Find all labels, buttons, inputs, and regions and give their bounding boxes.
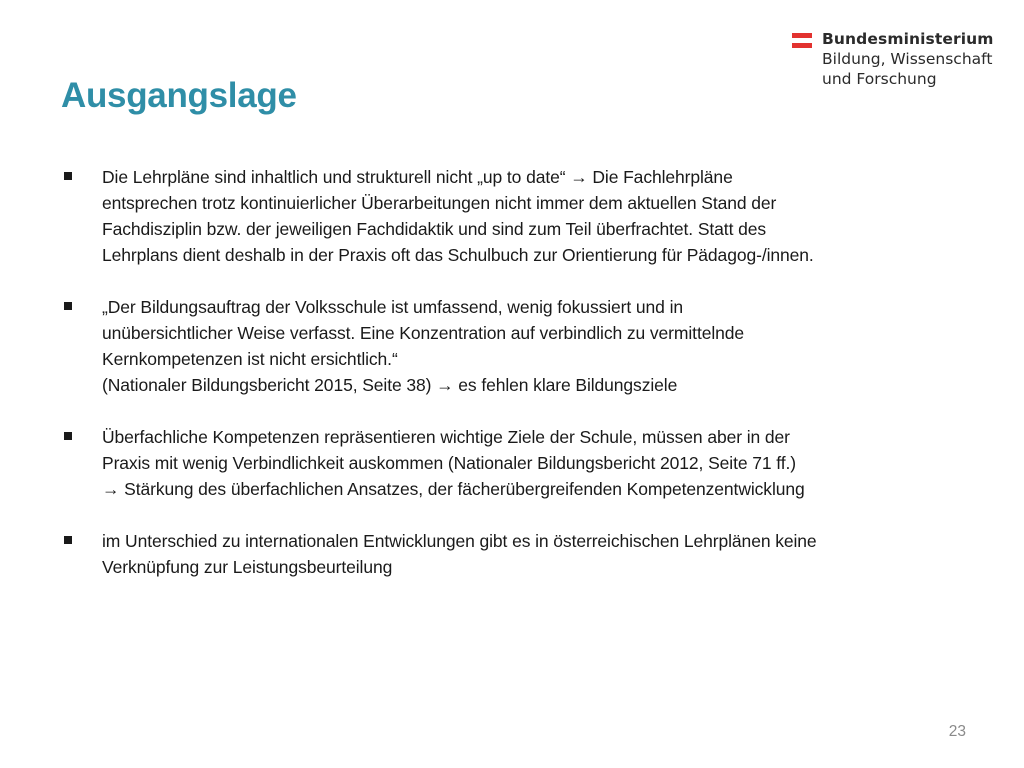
ministry-logo [792, 29, 1014, 99]
bullet-text-line: Lehrplans dient deshalb in der Praxis oft das Schulbuch zur Orientierung für Pädagog-/innen. [102, 245, 814, 265]
ministry-name [822, 29, 994, 89]
flag-stripe-bottom [792, 43, 812, 48]
bullet-text-line: Die Lehrpläne sind inhaltlich und strukturell nicht „up to date“ → Die Fachlehrpläne [102, 167, 733, 187]
bullet-item [62, 528, 992, 580]
square-bullet-icon [64, 432, 72, 440]
bullet-text-line: unübersichtlicher Weise verfasst. Eine Konzentration auf verbindlich zu vermittelnde [102, 323, 745, 343]
austrian-flag-icon [792, 33, 812, 48]
ministry-name-line: Bundesministerium [822, 30, 994, 48]
bullet-list [62, 164, 992, 606]
bullet-text-line: → Stärkung des überfachlichen Ansatzes, der fächerübergreifenden Kompetenzentwicklung [102, 479, 805, 499]
bullet-text-line: entsprechen trotz kontinuierlicher Überarbeitungen nicht immer dem aktuellen Stand der [102, 193, 777, 213]
page-number: 23 [948, 723, 966, 740]
bullet-text-line: Überfachliche Kompetenzen repräsentieren wichtige Ziele der Schule, müssen aber in der [102, 427, 790, 447]
ministry-name-line: und Forschung [822, 70, 937, 88]
slide-title: Ausgangslage [61, 76, 297, 115]
flag-stripe-top [792, 33, 812, 38]
bullet-text-line: „Der Bildungsauftrag der Volksschule ist umfassend, wenig fokussiert und in [102, 297, 683, 317]
bullet-item [62, 424, 992, 502]
square-bullet-icon [64, 302, 72, 310]
bullet-item [62, 294, 992, 398]
square-bullet-icon [64, 172, 72, 180]
bullet-text-line: Fachdisziplin bzw. der jeweiligen Fachdidaktik und sind zum Teil überfrachtet. Statt des [102, 219, 767, 239]
bullet-text-line: Verknüpfung zur Leistungsbeurteilung [102, 557, 393, 577]
bullet-text-line: (Nationaler Bildungsbericht 2015, Seite 38) → es fehlen klare Bildungsziele [102, 375, 678, 395]
square-bullet-icon [64, 536, 72, 544]
ministry-name-line: Bildung, Wissenschaft [822, 50, 993, 68]
bullet-item [62, 164, 992, 268]
bullet-text-line: Kernkompetenzen ist nicht ersichtlich.“ [102, 349, 398, 369]
bullet-text-line: im Unterschied zu internationalen Entwicklungen gibt es in österreichischen Lehrplänen keine [102, 531, 817, 551]
bullet-text-line: Praxis mit wenig Verbindlichkeit auskommen (Nationaler Bildungsbericht 2012, Seite 71 ff.) [102, 453, 796, 473]
flag-stripe-middle [792, 38, 812, 43]
